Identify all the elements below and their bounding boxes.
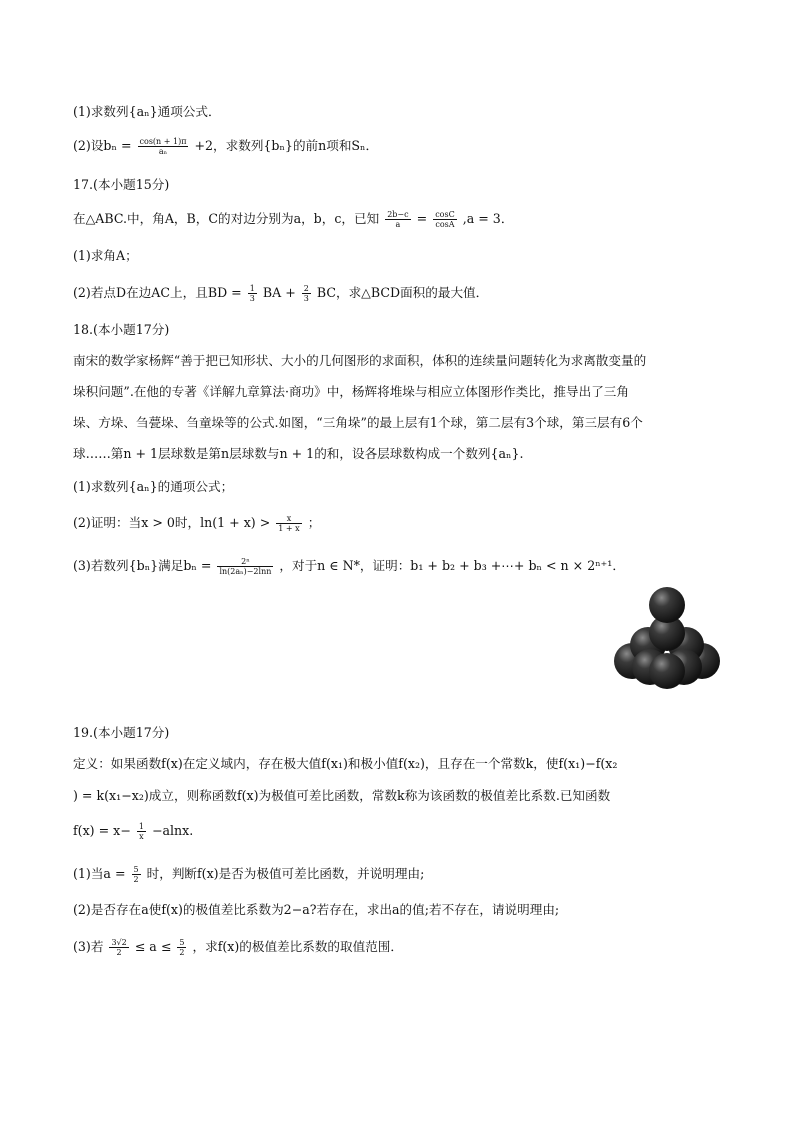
ball bbox=[649, 587, 685, 623]
q19-stem-line-3 bbox=[73, 822, 724, 841]
q16-part2-fraction bbox=[138, 137, 189, 156]
q18-stem-line-2: 垛积问题”.在他的专著《详解九章算法·商功》中，杨辉将堆垛与相应立体图形作类比，推导出了三角 bbox=[73, 384, 629, 399]
q18-part2 bbox=[73, 514, 724, 533]
fraction-numerator: cos(n + 1)π bbox=[139, 137, 187, 146]
fraction-numerator: 5 bbox=[133, 865, 139, 874]
q18-heading: 18.(本小题17分) bbox=[73, 322, 170, 337]
q17-part2 bbox=[73, 284, 724, 303]
q17-part2-fraction-2 bbox=[302, 284, 311, 303]
ball bbox=[649, 653, 685, 689]
q19-heading: 19.(本小题17分) bbox=[73, 725, 170, 740]
q17-stem-post: ,a = 3． bbox=[462, 211, 514, 226]
q19-part1-fraction bbox=[132, 865, 141, 884]
q16-part2 bbox=[73, 137, 724, 156]
q17-stem-fraction-1 bbox=[385, 210, 410, 229]
fraction-denominator: 2 bbox=[116, 948, 122, 957]
q16-part2-post: +2，求数列{bₙ}的前n项和Sₙ． bbox=[194, 138, 379, 153]
q18-part3-fraction bbox=[217, 557, 273, 576]
fraction-numerator: 1 bbox=[138, 822, 144, 831]
fraction-numerator: 3√2 bbox=[111, 938, 127, 947]
fraction-denominator: 1 + x bbox=[278, 524, 300, 533]
q18-part2-fraction bbox=[276, 514, 301, 533]
q18-stem-line-1: 南宋的数学家杨辉“善于把已知形状、大小的几何图形的求面积，体积的连续量问题转化为求离散变量的 bbox=[73, 353, 647, 368]
fraction-numerator: 2ⁿ bbox=[217, 557, 273, 567]
q18-part2-post: ； bbox=[307, 515, 321, 530]
q19-part3 bbox=[73, 938, 724, 957]
q18-part1: (1)求数列{aₙ}的通项公式； bbox=[73, 479, 234, 494]
q17-part1: (1)求角A； bbox=[73, 248, 138, 263]
q19-stem-line-3-post: −alnx. bbox=[151, 823, 194, 838]
q19-stem-line-1: 定义：如果函数f(x)在定义域内，存在极大值f(x₁)和极小值f(x₂)，且存在一个常数k，使f(x₁)−f(x₂ bbox=[73, 756, 618, 771]
q17-stem bbox=[73, 210, 724, 229]
q17-stem-pre: 在△ABC.中，角A，B，C的对边分别为a，b，c，已知 bbox=[73, 211, 380, 226]
fraction-numerator: cosC bbox=[435, 210, 455, 219]
q19-stem-line-3-pre: f(x) = x− bbox=[73, 823, 131, 838]
q17-part2-pre: (2)若点D在边AC上，且BD = bbox=[73, 285, 246, 300]
q18-part3-post: ，对于n ∈ N*，证明：b₁ + b₂ + b₃ +⋯+ bₙ < n × 2ⁿ⁺¹． bbox=[279, 558, 625, 573]
fraction-numerator: 2b−c bbox=[387, 210, 409, 219]
q19-stem-line-2: ) = k(x₁−x₂)成立，则称函数f(x)为极值可差比函数，常数k称为该函数的极值差比系数.已知函数 bbox=[73, 788, 611, 803]
fraction-denominator: aₙ bbox=[158, 147, 168, 156]
q17-part2-post: BC，求△BCD面积的最大值． bbox=[316, 285, 489, 300]
q18-part3-pre: (3)若数列{bₙ}满足bₙ = bbox=[73, 558, 212, 573]
fraction-numerator: 5 bbox=[179, 938, 185, 947]
q17-part2-fraction-1 bbox=[248, 284, 257, 303]
fraction-denominator: x bbox=[139, 832, 144, 841]
fraction-denominator: 3 bbox=[249, 294, 255, 303]
fraction-numerator: 2 bbox=[303, 284, 309, 293]
q19-stem-fraction bbox=[137, 822, 146, 841]
q19-part3-post: ，求f(x)的极值差比系数的取值范围． bbox=[192, 939, 403, 954]
q19-part3-pre: (3)若 bbox=[73, 939, 104, 954]
q16-part1: (1)求数列{aₙ}通项公式． bbox=[73, 104, 221, 119]
q17-stem-fraction-2 bbox=[433, 210, 457, 229]
fraction-denominator: 2 bbox=[133, 875, 139, 884]
q18-part3 bbox=[73, 557, 724, 576]
fraction-denominator: cosA bbox=[435, 220, 455, 229]
q17-part2-mid: BA + bbox=[262, 285, 300, 300]
q18-stem-line-3: 垛、方垛、刍甍垛、刍童垛等的公式.如图，“三角垛”的最上层有1个球，第二层有3个球，第三层有6个 bbox=[73, 415, 643, 430]
fraction-denominator: a bbox=[395, 220, 401, 229]
q17-stem-eq: = bbox=[416, 211, 428, 226]
q19-part3-mid: ≤ a ≤ bbox=[134, 939, 172, 954]
q19-part1-post: 时，判断f(x)是否为极值可差比函数，并说明理由; bbox=[146, 866, 425, 881]
fraction-numerator: 1 bbox=[249, 284, 255, 293]
q18-part2-pre: (2)证明：当x > 0时，ln(1 + x) > bbox=[73, 515, 271, 530]
fraction-denominator: ln(2aₙ)−2lnn bbox=[219, 567, 272, 576]
fraction-numerator: x bbox=[276, 514, 301, 524]
q19-part3-fraction-1 bbox=[109, 938, 128, 957]
fraction-denominator: 3 bbox=[303, 294, 309, 303]
q19-part3-fraction-2 bbox=[177, 938, 186, 957]
triangular-pile-figure bbox=[610, 585, 725, 690]
q19-part2: (2)是否存在a使f(x)的极值差比系数为2−a?若存在，求出a的值;若不存在，请说明理由; bbox=[73, 902, 560, 917]
q17-heading: 17.(本小题15分) bbox=[73, 177, 170, 192]
q16-part2-pre: (2)设bₙ = bbox=[73, 138, 132, 153]
q19-part1 bbox=[73, 865, 724, 884]
q18-stem-line-4: 球……第n + 1层球数是第n层球数与n + 1的和，设各层球数构成一个数列{aₙ}. bbox=[73, 446, 524, 461]
fraction-denominator: 2 bbox=[179, 948, 185, 957]
q19-part1-pre: (1)当a = bbox=[73, 866, 126, 881]
